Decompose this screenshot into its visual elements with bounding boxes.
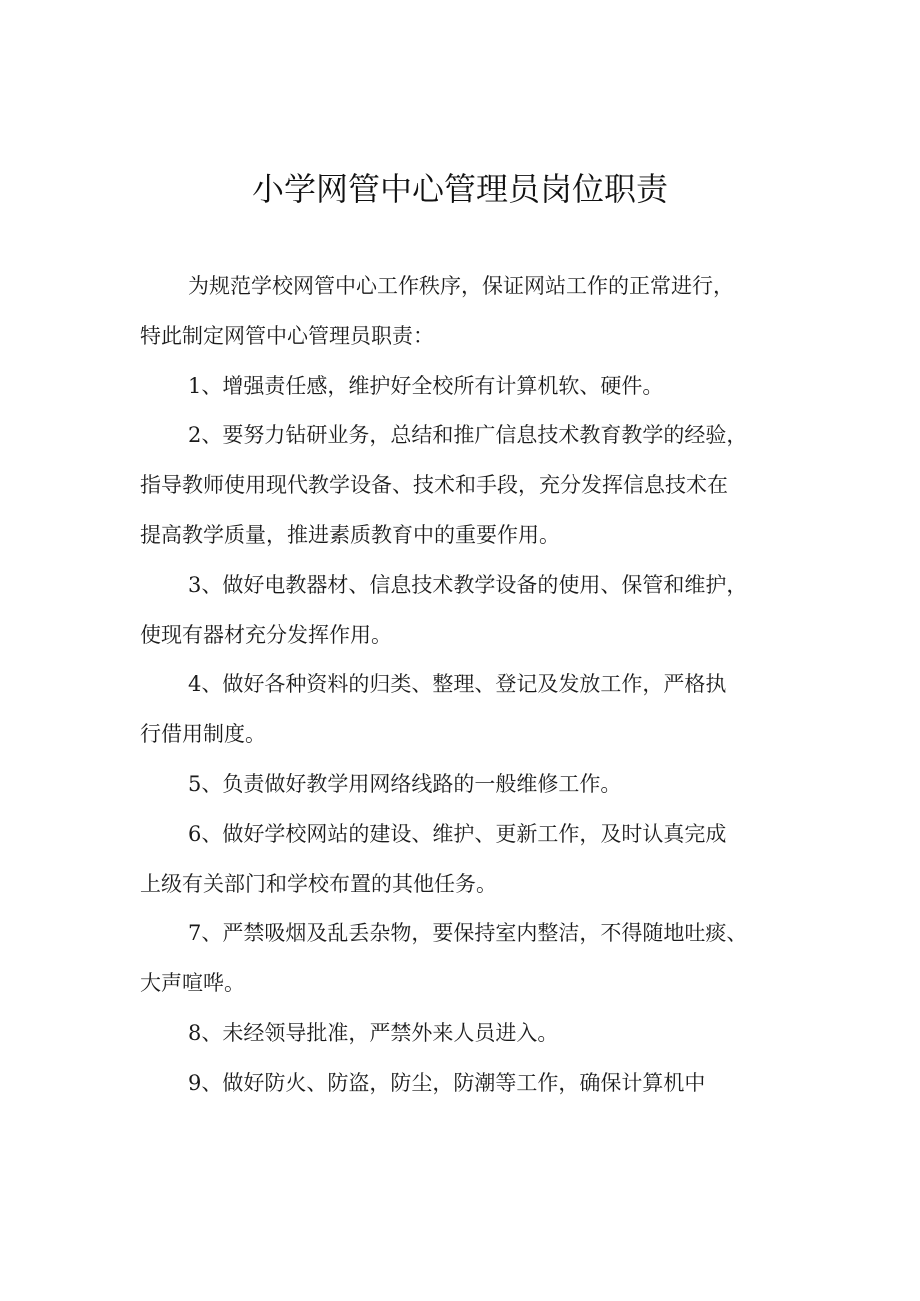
paragraph-line: 为规范学校网管中心工作秩序，保证网站工作的正常进行， (188, 274, 734, 298)
paragraph-line: 5、负责做好教学用网络线路的一般维修工作。 (188, 771, 622, 796)
paragraph-line: 3、做好电教器材、信息技术教学设备的使用、保管和维护， (188, 572, 748, 597)
paragraph-item-8 (140, 1009, 810, 1059)
paragraph-line: 1、增强责任感，维护好全校所有计算机软、硬件。 (188, 373, 664, 398)
paragraph-item-9 (140, 1059, 810, 1109)
paragraph-item-5 (140, 760, 810, 810)
paragraph-item-2 (140, 411, 810, 560)
paragraph-line: 大声喧哗。 (140, 971, 245, 996)
paragraph-line: 指导教师使用现代教学设备、技术和手段，充分发挥信息技术在 (140, 473, 728, 498)
paragraph-line: 行借用制度。 (140, 722, 266, 747)
paragraph-line: 6、做好学校网站的建设、维护、更新工作，及时认真完成 (188, 821, 727, 846)
paragraph-item-3 (140, 561, 810, 661)
document-body (140, 262, 810, 1109)
document-title: 小学网管中心管理员岗位职责 (251, 170, 668, 208)
paragraph-item-1 (140, 362, 810, 412)
paragraph-item-6 (140, 810, 810, 910)
paragraph-intro (140, 262, 810, 362)
paragraph-item-7 (140, 909, 810, 1009)
paragraph-line: 8、未经领导批准，严禁外来人员进入。 (188, 1020, 559, 1045)
paragraph-line: 9、做好防火、防盗，防尘，防潮等工作，确保计算机中 (188, 1070, 706, 1095)
paragraph-line: 2、要努力钻研业务，总结和推广信息技术教育教学的经验， (188, 423, 748, 448)
paragraph-line: 4、做好各种资料的归类、整理、登记及发放工作，严格执 (188, 672, 727, 697)
paragraph-line: 提高教学质量，推进素质教育中的重要作用。 (140, 522, 560, 547)
paragraph-line: 上级有关部门和学校布置的其他任务。 (140, 871, 497, 896)
paragraph-line: 7、严禁吸烟及乱丢杂物，要保持室内整洁，不得随地吐痰、 (188, 921, 748, 946)
paragraph-line: 使现有器材充分发挥作用。 (140, 622, 392, 647)
paragraph-item-4 (140, 660, 810, 760)
paragraph-line: 特此制定网管中心管理员职责： (140, 323, 434, 348)
